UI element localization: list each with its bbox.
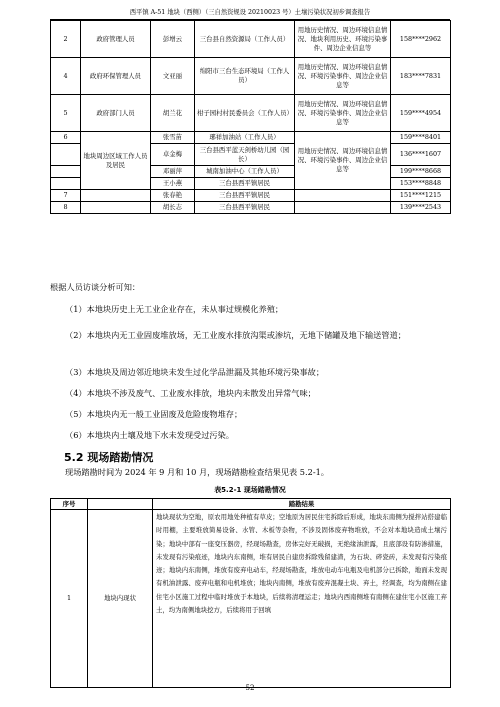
page-header: 西平镇 A-51 地块（西侧）（三自然资规设 20210023 号）土壤污染状况初步调查报告 bbox=[129, 9, 371, 16]
table-row: 7 张春艳 三台县西平镇居民 151****1215 bbox=[51, 190, 451, 202]
table-row: 邓丽萍 城南加油中心（工作人员） 199****8668 bbox=[51, 166, 451, 178]
intro-text: 根据人员访谈分析可知： bbox=[50, 282, 141, 292]
interview-table bbox=[50, 20, 451, 214]
survey-text: 现场踏勘时间为 2024 年 9 月和 10 月，现场踏勘检查结果见表 5.2-1。 bbox=[65, 467, 329, 477]
survey-table bbox=[50, 498, 451, 688]
table-row: 王小燕 三台县西平镇居民 153****8848 bbox=[51, 178, 451, 190]
table-row: 2 政府管理人员 彭增云 三台县自然资源局（工作人员） 用地历史情况、周边环境信息情况、地块利用历史、环境污染事件、周边企业信息等 158****2962 bbox=[51, 21, 451, 58]
finding-4: （4）本地块不涉及废气、工业废水排放，地块内未散发出异常气味； bbox=[65, 388, 316, 398]
finding-3: （3）本地块及周边邻近地块未发生过化学品泄漏及其他环境污染事故； bbox=[65, 367, 325, 377]
table-row: 1 地块内现状 地块现状为空地，原农用地处种植有草皮；空地原为居民住宅拆除后形成，地块东南侧为搅拌站搭建临时用棚，主要堆放简易设备、水管、木板等杂物，不涉及固体废弃物堆放，不会对本地块造成土壤污染；地块中部有一座变压器房，经现场勘查，房体完好无破损，无绝缘油泄露，且底部设有防渗措施，未发现有污染痕迹，地块内东南侧，堆有居民自建房拆除残留建渣，为石块、碎瓷砖，未发现有污染痕迹；地块内东南侧，堆放有废弃电动车，经现场勘查，堆放电动车电瓶及电机部分已拆除，地面未发现有机油泄露、废弃电瓶和电机堆放；地块内南侧，堆放有废弃混凝土块、弃土，经调查，均为南侧在建住宅小区施工过程中临时堆放于本地块，后续将清理运走；地块内西南侧堆有南侧在建住宅小区施工弃土，均为南侧地块挖方，后续将用于回填 bbox=[51, 510, 451, 688]
table-header: 序号 踏勘结果 bbox=[51, 499, 451, 510]
finding-5: （5）本地块内无一般工业固废及危险废物堆存； bbox=[65, 409, 243, 419]
table-caption: 表5.2-1 现场踏勘情况 bbox=[214, 486, 286, 494]
section-heading: 5.2 现场踏勘情况 bbox=[64, 451, 154, 464]
table-row: 4 政府环保管理人员 文亚丽 绵阳市三台生态环境局（工作人员） 用地历史情况、周边环境信息情况、环境污染事件、周边企业信息等 183****7831 bbox=[51, 58, 451, 95]
table-row: 卓金梅 三台县西平蓝天剑桥幼儿园（园长） 136****1607 bbox=[51, 144, 451, 166]
finding-6: （6）本地块内土壤及地下水未发现受过污染。 bbox=[65, 430, 234, 440]
finding-2: （2）本地块内无工业固废堆放场，无工业废水排放沟渠或渗坑，无地下储罐及地下输送管道； bbox=[65, 330, 406, 340]
table-row: 5 政府部门人员 胡兰花 柑子园村村民委员会（工作人员） 用地历史情况、周边环境信息情况、环境污染事件、周边企业信息等 159****4954 bbox=[51, 95, 451, 132]
table-row: 8 胡长志 三台县西平镇居民 139****2543 bbox=[51, 202, 451, 214]
page-number: 52 bbox=[245, 684, 255, 692]
finding-1: （1）本地块历史上无工业企业存在，未从事过规模化养殖； bbox=[65, 304, 284, 314]
table-row: 6 地块周边区域工作人员及居民 张雪苗 琊祥加油站（工作人员） 用地历史情况、周边环境信息情况、环境污染事件、周边企业信息等 159****8401 bbox=[51, 132, 451, 144]
